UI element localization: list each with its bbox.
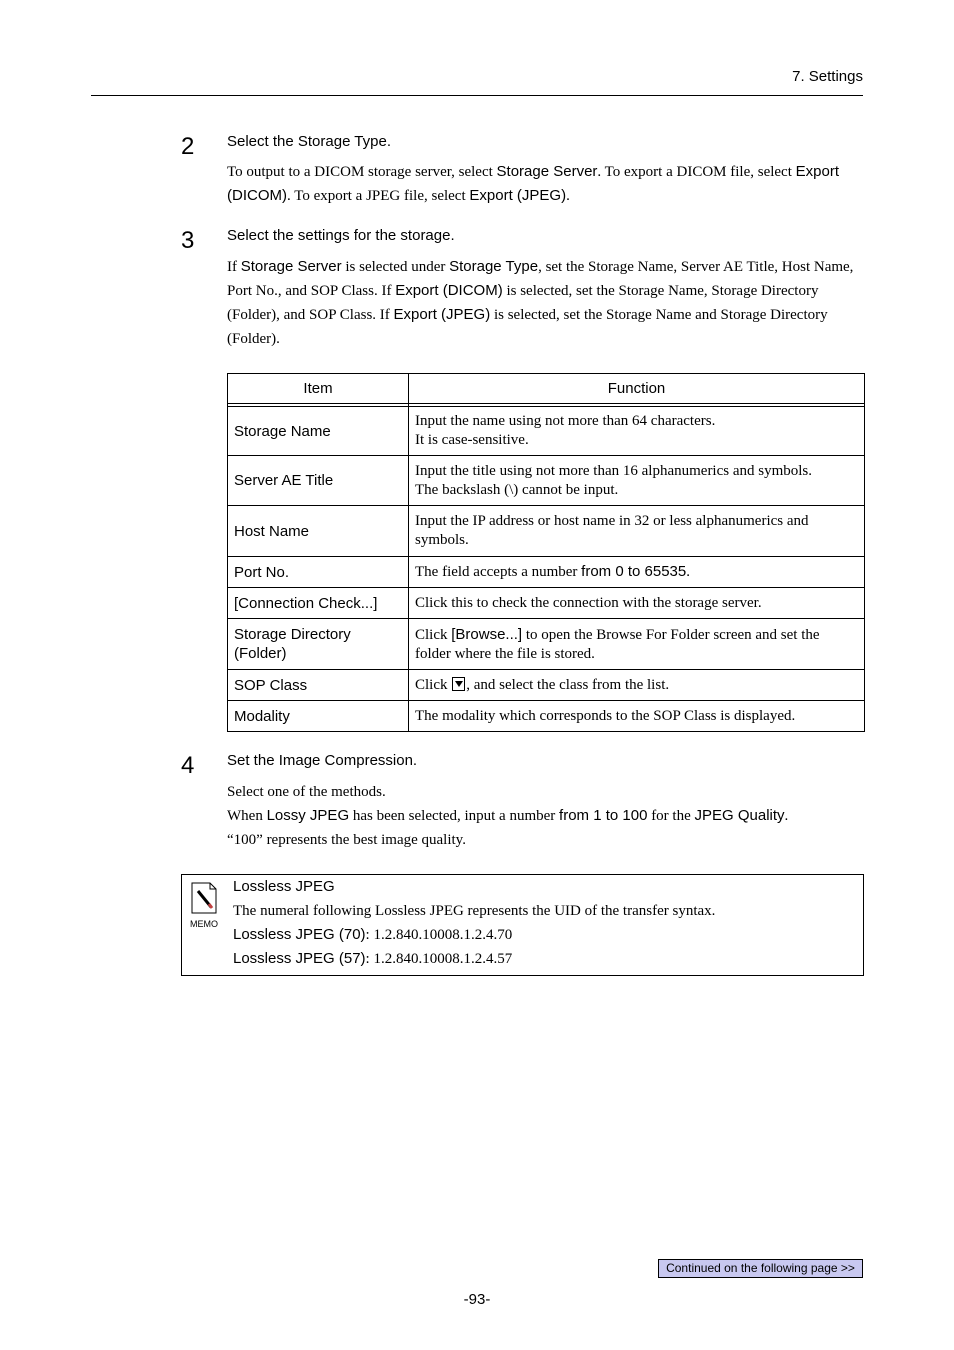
export-jpeg-term: Export (JPEG) [393, 306, 491, 323]
memo-description: The numeral following Lossless JPEG represents the UID of the transfer syntax. [233, 903, 716, 919]
function-line: The backslash (\) cannot be input. [415, 481, 619, 498]
dropdown-arrow-icon [452, 677, 465, 691]
memo-entry-name: Lossless JPEG (70) [233, 926, 366, 943]
memo-entry [233, 926, 512, 944]
row-item: Server AE Title [228, 456, 409, 506]
function-text: The field accepts a number [415, 564, 582, 580]
step-3-text: is selected, set the Storage Name and Storage Directory (Folder). [227, 307, 828, 347]
table-header-row [228, 374, 865, 404]
memo-box [181, 874, 864, 976]
table-row [228, 456, 865, 506]
storage-server-term: Storage Server [240, 258, 342, 275]
function-line: Input the name using not more than 64 characters. [415, 413, 716, 429]
row-function [409, 557, 865, 588]
function-line: Input the title using not more than 16 alphanumerics and symbols. [415, 462, 813, 479]
item-line: Storage Directory [234, 626, 351, 643]
row-function [409, 456, 865, 506]
row-function: The modality which corresponds to the SOP Class is displayed. [409, 701, 865, 732]
row-function [409, 407, 865, 456]
step-2-text: To output to a DICOM storage server, select [227, 164, 497, 180]
column-header-function: Function [409, 374, 865, 404]
step-2-text: . To export a DICOM file, select [597, 164, 796, 180]
column-header-item: Item [228, 374, 409, 404]
function-text: . [686, 564, 690, 580]
memo-entry-name: Lossless JPEG (57) [233, 950, 366, 967]
step-2-text: . To export a JPEG file, select [287, 188, 470, 204]
step-4-text: When [227, 808, 267, 824]
quality-range-term: from 1 to 100 [559, 807, 648, 824]
table-row [228, 670, 865, 701]
port-range-term: from 0 to 65535 [581, 563, 687, 580]
storage-type-term: Storage Type [449, 258, 539, 275]
row-item: Port No. [228, 557, 409, 588]
row-function [409, 670, 865, 701]
row-item: Host Name [228, 506, 409, 557]
step-4-line: Select one of the methods. [227, 784, 386, 800]
table-row [228, 701, 865, 732]
continued-link[interactable]: Continued on the following page >> [658, 1259, 863, 1278]
function-line: It is case-sensitive. [415, 432, 529, 448]
row-item: SOP Class [228, 670, 409, 701]
item-line: (Folder) [234, 645, 287, 662]
lossy-jpeg-term: Lossy JPEG [266, 807, 350, 824]
step-2-body [227, 160, 867, 208]
step-3-text: If [227, 259, 241, 275]
export-dicom-term: Export (DICOM) [227, 163, 839, 204]
table-row [228, 619, 865, 670]
step-4-text: . [784, 808, 789, 824]
memo-title: Lossless JPEG [233, 878, 335, 895]
step-3-text: , set the Storage Name, Server AE Title, Host Name, Port No., and SOP Class. If [227, 259, 854, 299]
memo-entry-uid: : 1.2.840.10008.1.2.4.57 [365, 951, 513, 967]
row-function [409, 619, 865, 670]
storage-server-term: Storage Server [496, 163, 598, 180]
row-item: Modality [228, 701, 409, 732]
browse-button-term: [Browse...] [451, 625, 523, 643]
table-row [228, 407, 865, 456]
step-4-line [227, 804, 867, 828]
row-item: [Connection Check...] [228, 588, 409, 619]
step-4-text: for the [647, 808, 695, 824]
step-3-text: is selected, set the Storage Name, Storage Directory (Folder), and SOP Class. If [227, 283, 819, 323]
step-4-title: Set the Image Compression. [227, 752, 418, 769]
header-rule [91, 95, 863, 96]
memo-entry-uid: : 1.2.840.10008.1.2.4.70 [365, 927, 513, 943]
table-row [228, 506, 865, 557]
row-function: Click this to check the connection with the storage server. [409, 588, 865, 619]
table-row [228, 588, 865, 619]
storage-settings-table [227, 373, 865, 732]
function-text: Click [415, 626, 452, 643]
memo-icon [189, 882, 219, 929]
export-dicom-term: Export (DICOM) [395, 282, 503, 299]
table-row [228, 557, 865, 588]
step-4-body [227, 780, 867, 852]
step-4-number: 4 [181, 752, 195, 779]
memo-label: MEMO [190, 919, 218, 929]
row-item: Storage Name [228, 407, 409, 456]
row-item [228, 619, 409, 670]
step-2-title: Select the Storage Type. [227, 133, 391, 150]
function-text: , and select the class from the list. [466, 676, 670, 693]
page-number: -93- [463, 1291, 491, 1308]
memo-entry [233, 950, 512, 968]
section-title: 7. Settings [792, 68, 863, 85]
step-2-number: 2 [181, 133, 195, 160]
step-3-title: Select the settings for the storage. [227, 227, 455, 244]
step-4-line: “100” represents the best image quality. [227, 832, 466, 848]
step-3-body [227, 255, 863, 351]
step-4-text: has been selected, input a number [349, 808, 560, 824]
row-function: Input the IP address or host name in 32 or less alphanumerics and symbols. [409, 506, 865, 557]
step-3-text: is selected under [341, 259, 450, 275]
step-3-number: 3 [181, 227, 195, 254]
export-jpeg-term: Export (JPEG) [469, 187, 567, 204]
jpeg-quality-term: JPEG Quality [694, 807, 785, 824]
function-text: Click [415, 676, 452, 693]
step-2-text: . [566, 188, 570, 204]
memo-pencil-icon [189, 882, 219, 914]
function-text: to open the Browse For Folder screen and set the folder where the file is stored. [415, 626, 820, 662]
